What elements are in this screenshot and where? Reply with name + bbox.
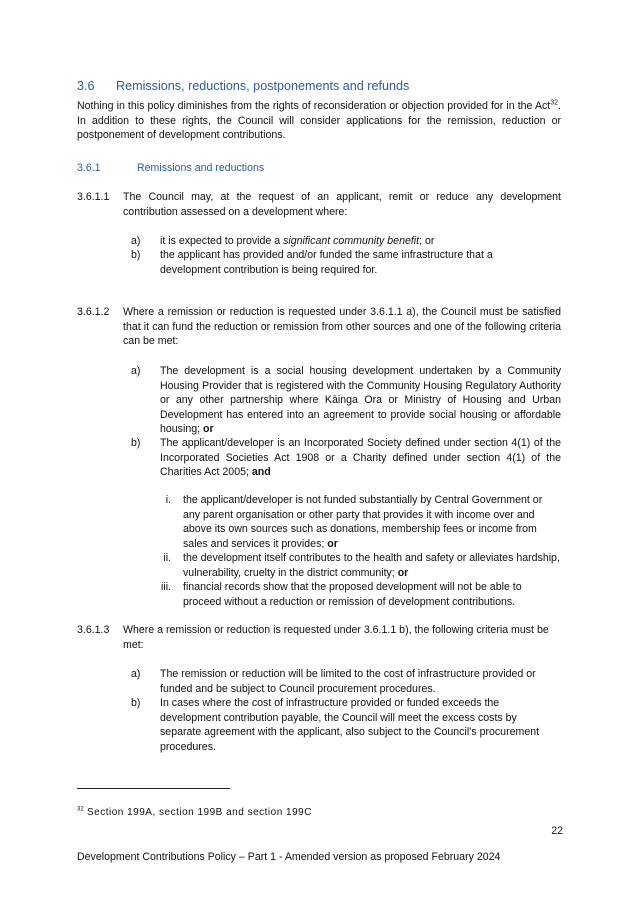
bold-conjunction: and [248,466,271,479]
section-title: Remissions, reductions, postponements and refunds [116,79,410,93]
clause-text: The Council may, at the request of an applicant, remit or reduce any development contribution assessed on a development where: [123,191,561,218]
list-item-letter: a) [131,235,141,247]
list-item-letter: a) [131,365,141,377]
list-item-letter: a) [131,668,141,680]
list-item-text-start: it is expected to provide a [160,235,284,247]
list-item-text [160,234,561,249]
subsection-title: Remissions and reductions [137,162,265,174]
section-intro [77,99,561,143]
clause-number: 3.6.1.2 [77,306,110,318]
subsection-number: 3.6.1 [77,162,101,174]
list-item-text: the applicant has provided and/or funded the same infrastructure that a development contribution is being required for. [160,249,493,276]
sub-item-text-body: the applicant/developer is not funded substantially by Central Government or any parent organisation or other party that provides it with income over and above its own sources such as donations, membership fees or income from sales and services it provides; [183,494,543,550]
list-item-text: The remission or reduction will be limited to the cost of infrastructure provided or funded and be subject to Council procurement procedures. [160,668,536,695]
bold-conjunction: or [200,423,214,436]
footnote-text: Section 199A, section 199B and section 199C [83,807,312,818]
sub-item-numeral: ii. [163,552,171,564]
bold-conjunction: or [324,537,338,550]
subsection-heading [77,161,264,175]
clause-number: 3.6.1.3 [77,624,110,636]
section-number: 3.6 [77,79,95,93]
intro-text-end: . In addition to these rights, the Council will consider applications for the remission, reduction or postponement of development contributions. [77,100,561,142]
section-heading [77,78,409,94]
list-item-text [160,364,561,437]
bold-conjunction: or [394,566,409,579]
sub-item-text-body: the development itself contributes to the health and safety or alleviates hardship, vulnerability, cruelty in the district community; [183,552,560,579]
sub-item-text [183,551,561,580]
list-item-text-body: The development is a social housing development undertaken by a Community Housing Provider that is registered with the Community Housing Regulatory Authority or any other partnership where Kāinga Ora or Ministry of Housing and Urban Development has entered into an agreement to provide social housing or affordable housing; [160,365,561,436]
clause-number: 3.6.1.1 [77,191,110,203]
list-item-letter: b) [131,697,141,709]
list-item-text-end: ; or [419,235,435,247]
footnote-number: 32 [77,806,84,813]
page-number: 22 [551,825,563,837]
list-item-letter: b) [131,437,141,449]
list-item-text: In cases where the cost of infrastructure provided or funded exceeds the development contribution payable, the Council will meet the excess costs by separate agreement with the applicant, also subject to the Council’s procurement procedures. [160,697,540,753]
footnote-divider [77,788,230,789]
list-item-letter: b) [131,249,141,261]
list-item-text [160,436,561,480]
sub-item-numeral: iii. [160,581,171,593]
footnote-ref[interactable]: 32 [550,99,559,107]
clause-text: Where a remission or reduction is requested under 3.6.1.1 b), the following criteria must be met: [123,624,549,651]
sub-item-numeral: i. [165,494,171,506]
page-footer: Development Contributions Policy – Part 1 - Amended version as proposed February 2024 [77,851,501,863]
clause-text: Where a remission or reduction is requested under 3.6.1.1 a), the Council must be satisfied that it can fund the reduction or remission from other sources and one of the following criteria can be met: [123,306,561,348]
intro-text-start: Nothing in this policy diminishes from the rights of reconsideration or objection provided for in the Act [77,100,551,112]
sub-item-text: financial records show that the proposed development will not be able to proceed without a reduction or remission of development contributions. [183,581,522,608]
sub-item-text [183,493,561,551]
emphasis-text: significant community benefit [283,235,420,247]
list-item-text-body: The applicant/developer is an Incorporated Society defined under section 4(1) of the Incorporated Societies Act 1908 or a Charity defined under section 4(1) of the Charities Act 2005; [160,437,561,479]
footnote [77,806,312,821]
